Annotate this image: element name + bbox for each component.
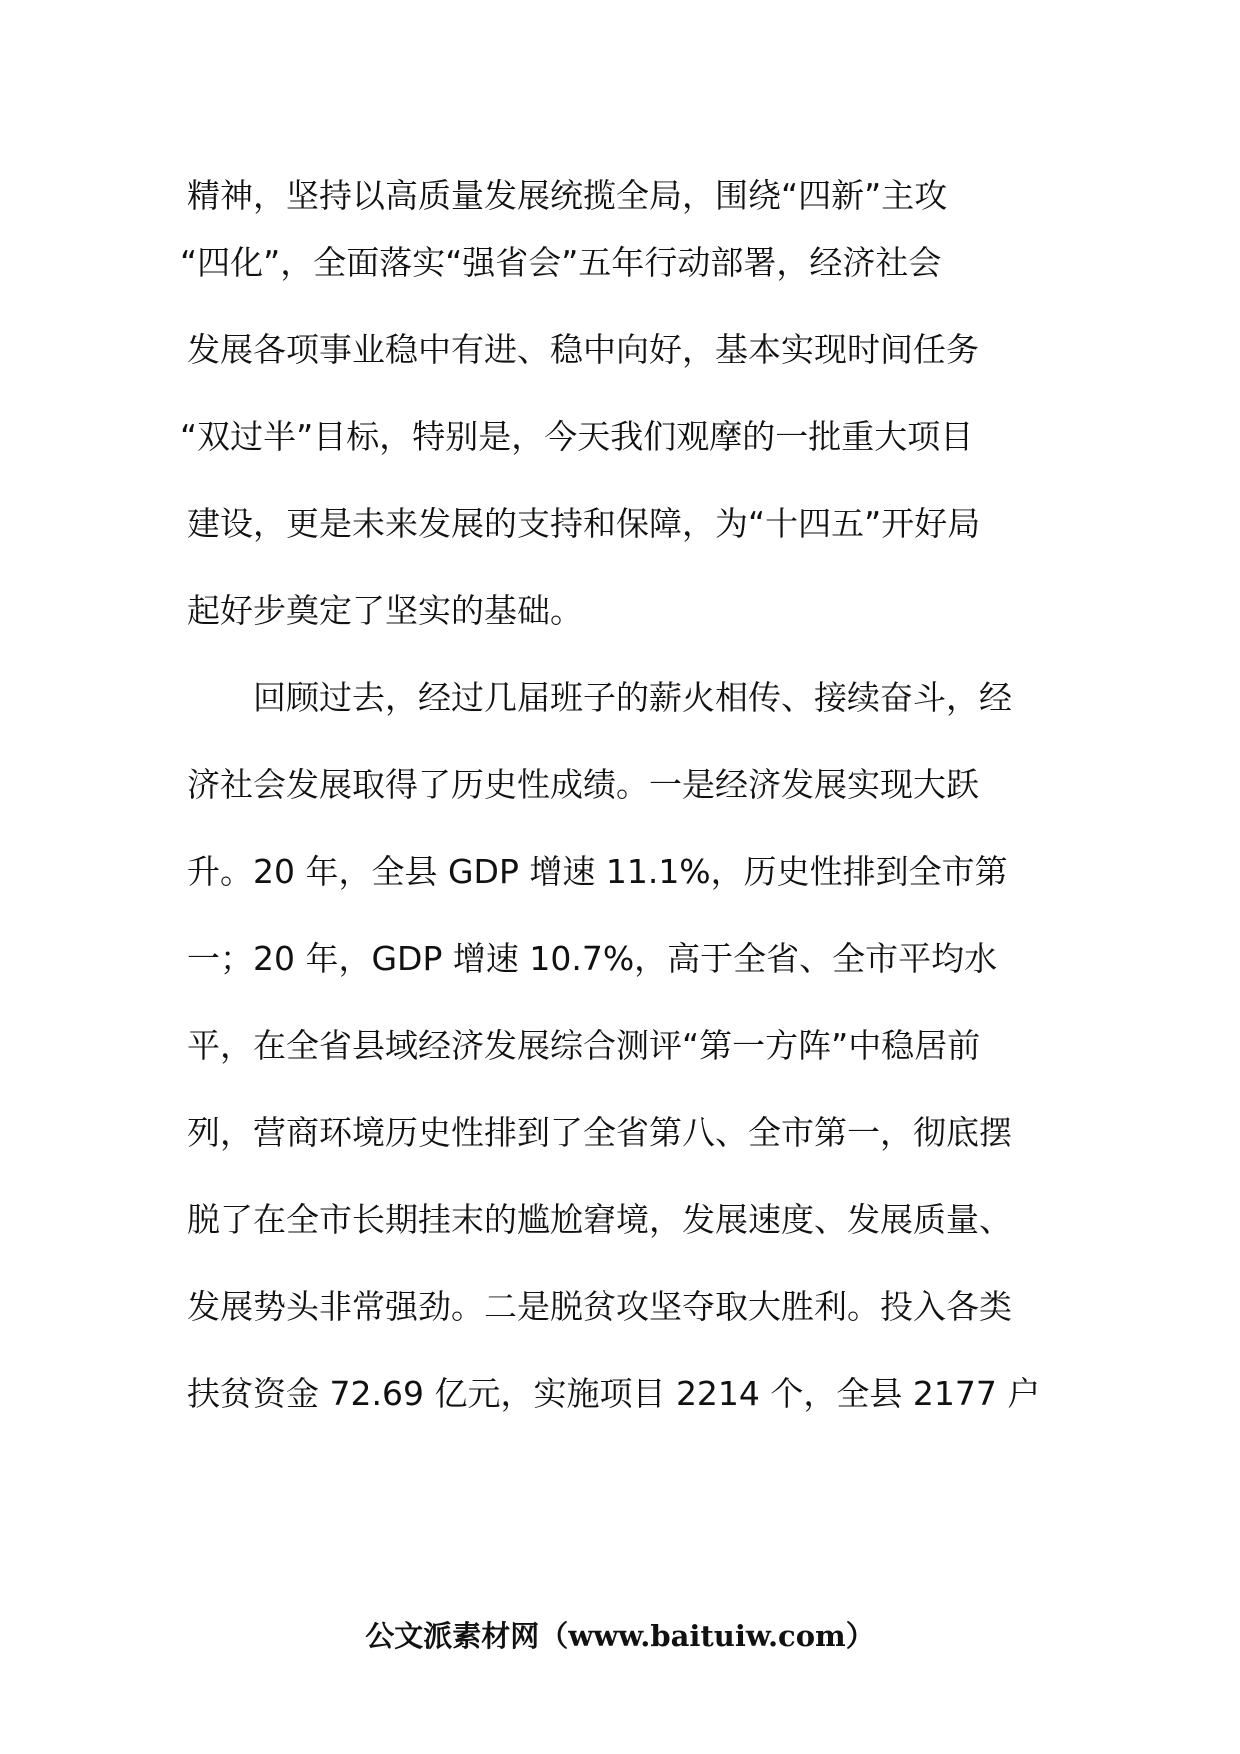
text-line-7: 回顾过去，经过几届班子的薪火相传、接续奋斗，经 [253,678,1012,717]
text-line-2: “四化”，全面落实“强省会”五年行动部署，经济社会 [180,243,942,282]
text-line-15: 扶贫资金 72.69 亿元，实施项目 2214 个，全县 2177 户 [187,1374,1041,1413]
text-line-10: 一；20 年，GDP 增速 10.7%，高于全省、全市平均水 [187,939,998,978]
text-line-6: 起好步奠定了坚实的基础。 [187,591,583,630]
text-line-5: 建设，更是未来发展的支持和保障，为“十四五”开好局 [187,504,981,543]
text-line-11: 平，在全省县域经济发展综合测评“第一方阵”中稳居前 [187,1026,981,1065]
text-line-13: 脱了在全市长期挂末的尴尬窘境，发展速度、发展质量、 [187,1200,1012,1239]
footer-source: 公文派素材网（www.baituiw.com） [365,1619,875,1653]
text-line-12: 列，营商环境历史性排到了全省第八、全市第一，彻底摆 [187,1113,1012,1152]
text-line-9: 升。20 年，全县 GDP 增速 11.1%，历史性排到全市第 [187,852,1008,891]
text-line-4: “双过半”目标，特别是，今天我们观摩的一批重大项目 [180,417,974,456]
text-line-8: 济社会发展取得了历史性成绩。一是经济发展实现大跃 [187,765,979,804]
text-line-3: 发展各项事业稳中有进、稳中向好，基本实现时间任务 [187,330,979,369]
text-line-1: 精神，坚持以高质量发展统揽全局，围绕“四新”主攻 [187,176,948,215]
text-line-14: 发展势头非常强劲。二是脱贫攻坚夺取大胜利。投入各类 [187,1287,1012,1326]
